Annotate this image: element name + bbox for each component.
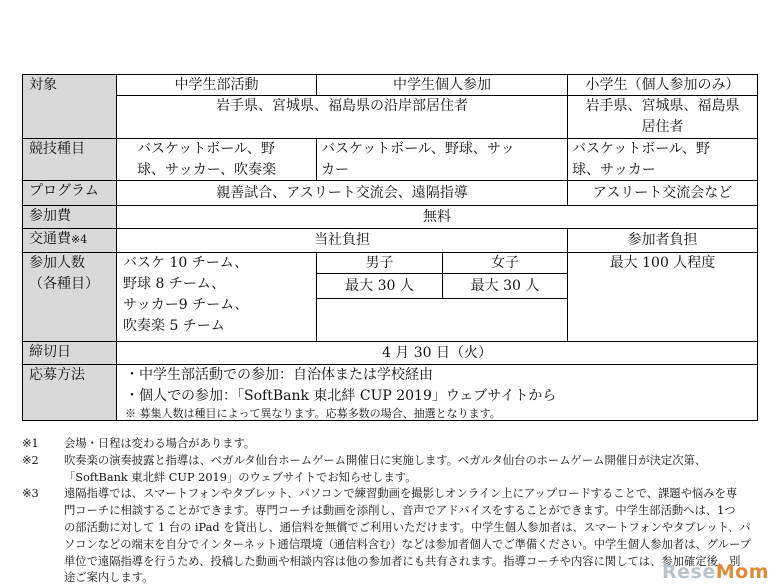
participants-elementary: 最大 100 人程度 — [609, 255, 716, 271]
footnote-line: 単位で遠隔指導を行うため、投稿した動画や相談内容は他の参加者にも共有されます。指導コーチや内容に関しては、参加確定後、別 — [64, 554, 741, 568]
footnote-line: 吹奏楽の演奏披露と指導は、ベガルタ仙台ホームゲーム開催日に実施します。ベガルタ仙台のホームゲーム開催日が決定次第、 — [64, 453, 707, 467]
footnote-line: 門コーチに相談することができます。専門コーチは動画を添削し、音声でアドバイスをすることができます。中学生部活動へは、1つ — [64, 504, 736, 518]
row-label-target: 対象 — [23, 75, 116, 138]
sports-club — [117, 139, 316, 180]
footnote-1 — [22, 436, 772, 453]
header-elementary: 小学生（個人参加のみ） — [585, 77, 740, 93]
footnote-line: 「SoftBank 東北絆 CUP 2019」のウェブサイトでお知らせします。 — [64, 470, 417, 484]
participants-club — [117, 253, 316, 341]
resemom-logo: ReseMom — [662, 561, 769, 583]
sports-individual-line1: バスケットボール、野球、サッ — [321, 141, 515, 157]
sports-individual-line2: カー — [321, 162, 349, 178]
sports-club-line1: バスケットボール、野 — [137, 141, 275, 157]
footnote-2 — [22, 453, 772, 487]
apply-line-individual: ・個人での参加：「SoftBank 東北絆 CUP 2019」ウェブサイトから — [125, 388, 557, 404]
row-label-apply: 応募方法 — [23, 365, 116, 420]
program-junior-high: 親善試合、アスリート交流会、遠隔指導 — [216, 184, 468, 201]
row-label-deadline: 締切日 — [23, 342, 116, 364]
participants-girls-value: 最大 30 人 — [470, 277, 540, 294]
row-label-transport: 交通費※4 — [23, 229, 116, 252]
footnote-line: 遠隔指導では、スマートフォンやタブレット、パソコンで練習動画を撮影しオンライン上にアップロードすることで、課題や悩みを専 — [64, 487, 738, 501]
sports-individual — [317, 139, 567, 180]
footnote-line: 会場・日程は変わる場合があります。 — [64, 437, 256, 450]
participants-boys-value: 最大 30 人 — [345, 277, 414, 294]
fee-value: 無料 — [423, 208, 451, 225]
footnote-line: の部活動に対して 1 台の iPad を貸出し、通信料を無償でご利用いただけます。中学生個人参加者は、スマートフォンやタブレット、パ — [64, 520, 751, 534]
participants-club-line: サッカー9 チーム、 — [123, 297, 249, 313]
footnote-mark: ※2 — [22, 453, 39, 467]
footnote-line: ソコンなどの端末を自分でインターネット通信環境（通信料含む）などは参加者個人でご準備ください。中学生個人参加者は、グループ — [64, 537, 751, 551]
transport-junior-high: 当社負担 — [314, 232, 370, 248]
participants-sublabel: （各種目） — [29, 276, 99, 292]
apply-line-club: ・中学生部活動での参加：自治体または学校経由 — [125, 367, 433, 383]
row-label-sports: 競技種目 — [23, 139, 116, 180]
residents-junior-high: 岩手県、宮城県、福島県の沿岸部居住者 — [216, 98, 468, 114]
header-club: 中学生部活動 — [174, 77, 259, 93]
participants-club-line: 野球 8 チーム、 — [123, 276, 226, 292]
footnote-mark: ※1 — [22, 437, 39, 450]
footnotes — [22, 436, 772, 587]
deadline-value: 4 月 30 日（火） — [381, 344, 493, 361]
transport-elementary: 参加者負担 — [627, 232, 698, 248]
sports-elementary — [568, 139, 757, 180]
participants-label: 参加人数 — [29, 255, 85, 271]
participants-club-line: バスケ 10 チーム、 — [123, 255, 249, 271]
participants-girls-label: 女子 — [491, 255, 519, 271]
apply-methods — [117, 365, 757, 420]
residents-elementary-line2: 居住者 — [641, 119, 684, 135]
footnote-3 — [22, 486, 772, 587]
program-elementary: アスリート交流会など — [592, 184, 733, 201]
sports-elementary-line2: 球、サッカー — [572, 162, 656, 178]
participants-club-line: 吹奏楽 5 チーム — [123, 318, 225, 334]
sports-club-line2: 球、サッカー、吹奏楽 — [137, 162, 277, 178]
apply-note: ※ 募集人数は種目によって異なります。応募多数の場合、抽選となります。 — [125, 407, 501, 420]
header-individual: 中学生個人参加 — [393, 77, 491, 93]
participants-boys-label: 男子 — [365, 255, 394, 271]
row-label-fee: 参加費 — [23, 206, 116, 228]
residents-elementary-line1: 岩手県、宮城県、福島県 — [585, 98, 740, 114]
sports-elementary-line1: バスケットボール、野 — [572, 141, 710, 157]
row-label-program: プログラム — [23, 181, 116, 205]
residents-elementary — [568, 96, 757, 138]
footnote-line: 途ご案内します。 — [64, 571, 154, 585]
row-label-participants — [23, 253, 116, 341]
footnote-mark: ※3 — [22, 487, 39, 501]
transport-footnote-mark: ※4 — [71, 233, 88, 246]
